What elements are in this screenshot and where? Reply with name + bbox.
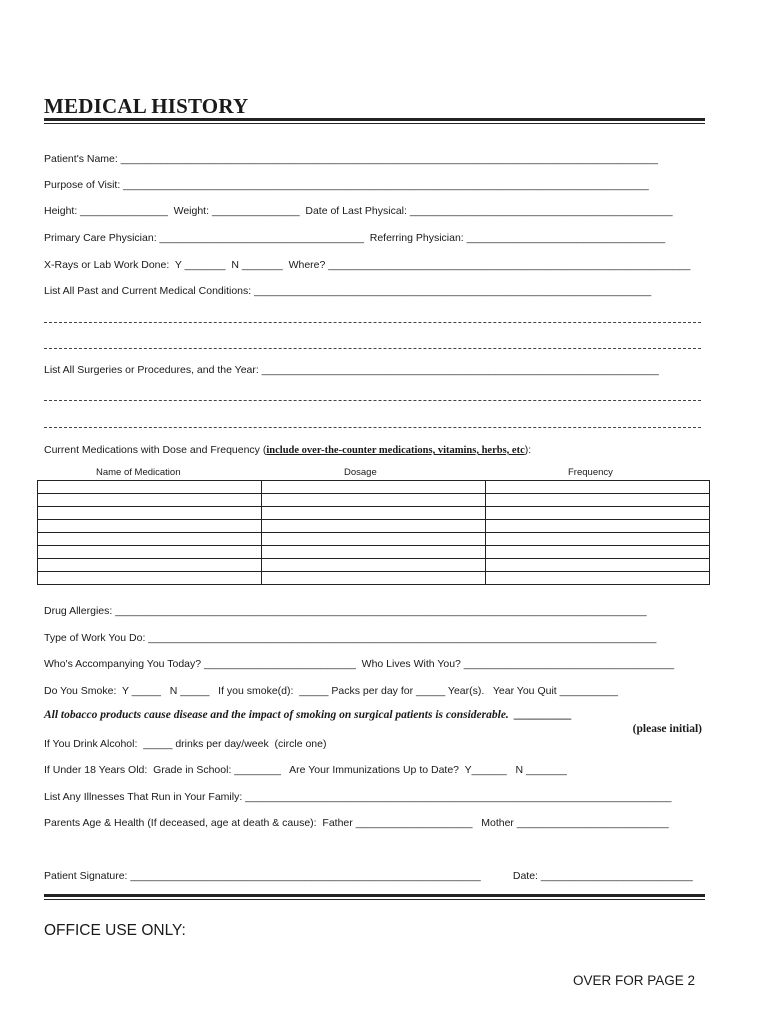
title-rule-thick (44, 118, 705, 121)
dosage-cell[interactable] (262, 533, 486, 546)
medication-name-cell[interactable] (38, 481, 262, 494)
medication-name-cell[interactable] (38, 520, 262, 533)
medication-row (38, 520, 710, 533)
frequency-cell[interactable] (486, 546, 710, 559)
surgeries-blank-line[interactable] (44, 426, 701, 428)
office-use-label: OFFICE USE ONLY: (44, 922, 186, 939)
alcohol-field[interactable]: If You Drink Alcohol: _____ drinks per day/week (circle one) (44, 738, 327, 750)
dosage-cell[interactable] (262, 507, 486, 520)
medications-table (37, 480, 710, 585)
med-header-frequency: Frequency (568, 467, 613, 478)
medication-row (38, 494, 710, 507)
medication-name-cell[interactable] (38, 546, 262, 559)
smoking-field[interactable]: Do You Smoke: Y _____ N _____ If you smoke(d): _____ Packs per day for _____ Year(s). Year You Quit __________ (44, 685, 619, 697)
medication-name-cell[interactable] (38, 494, 262, 507)
frequency-cell[interactable] (486, 481, 710, 494)
medication-row (38, 507, 710, 520)
medication-name-cell[interactable] (38, 572, 262, 585)
conditions-blank-line[interactable] (44, 321, 701, 323)
title-rule-thin (44, 123, 705, 124)
surgeries-blank-line[interactable] (44, 399, 701, 401)
frequency-cell[interactable] (486, 507, 710, 520)
under-18-field[interactable]: If Under 18 Years Old: Grade in School: ________ Are Your Immunizations Up to Date? Y______ N _______ (44, 764, 567, 776)
accompanying-field[interactable]: Who's Accompanying You Today? __________________________ Who Lives With You? ____________________________________ (44, 658, 675, 670)
xrays-field[interactable]: X-Rays or Lab Work Done: Y _______ N _______ Where? ______________________________________________________________ (44, 259, 691, 271)
medical-conditions-field[interactable]: List All Past and Current Medical Conditions: ____________________________________________________________________ (44, 285, 652, 297)
medications-label-suffix: ): (524, 444, 532, 456)
signature-rule-thick (44, 894, 705, 897)
frequency-cell[interactable] (486, 520, 710, 533)
medication-name-cell[interactable] (38, 533, 262, 546)
please-initial-label: (please initial) (632, 723, 702, 735)
dosage-cell[interactable] (262, 546, 486, 559)
med-header-name: Name of Medication (96, 467, 181, 478)
medication-row (38, 559, 710, 572)
medications-label (44, 443, 704, 458)
medication-row (38, 546, 710, 559)
medication-row (38, 533, 710, 546)
family-illness-field[interactable]: List Any Illnesses That Run in Your Family: _________________________________________________________________________ (44, 791, 672, 803)
medication-name-cell[interactable] (38, 559, 262, 572)
page-title: MEDICAL HISTORY (44, 94, 249, 118)
medication-row (38, 481, 710, 494)
signature-rule-thin (44, 899, 705, 900)
surgeries-field[interactable]: List All Surgeries or Procedures, and the Year: ____________________________________________________________________ (44, 364, 659, 376)
frequency-cell[interactable] (486, 494, 710, 507)
medications-label-emphasis: include over-the-counter medications, vitamins, herbs, etc (266, 445, 525, 456)
dosage-cell[interactable] (262, 559, 486, 572)
frequency-cell[interactable] (486, 559, 710, 572)
drug-allergies-field[interactable]: Drug Allergies: ___________________________________________________________________________________________ (44, 605, 647, 617)
frequency-cell[interactable] (486, 572, 710, 585)
med-header-dosage: Dosage (344, 467, 377, 478)
purpose-of-visit-field[interactable]: Purpose of Visit: __________________________________________________________________________________________ (44, 179, 649, 191)
conditions-blank-line[interactable] (44, 347, 701, 349)
type-of-work-field[interactable]: Type of Work You Do: _______________________________________________________________________________________ (44, 632, 657, 644)
dosage-cell[interactable] (262, 494, 486, 507)
physicians-field[interactable]: Primary Care Physician: ___________________________________ Referring Physician: __________________________________ (44, 232, 666, 244)
parents-health-field[interactable]: Parents Age & Health (If deceased, age at death & cause): Father ____________________ Mother __________________________ (44, 817, 669, 829)
medication-name-cell[interactable] (38, 507, 262, 520)
dosage-cell[interactable] (262, 481, 486, 494)
medication-row (38, 572, 710, 585)
tobacco-warning[interactable]: All tobacco products cause disease and the impact of smoking on surgical patients is considerable. __________ (44, 709, 573, 721)
medications-label-prefix: Current Medications with Dose and Frequency ( (44, 444, 267, 456)
height-weight-field[interactable]: Height: _______________ Weight: _______________ Date of Last Physical: _____________________________________________ (44, 205, 673, 217)
frequency-cell[interactable] (486, 533, 710, 546)
dosage-cell[interactable] (262, 520, 486, 533)
patient-name-field[interactable]: Patient's Name: ____________________________________________________________________________________________ (44, 153, 658, 165)
signature-field[interactable]: Patient Signature: ____________________________________________________________ Date: __________________________ (44, 870, 693, 882)
over-page-label: OVER FOR PAGE 2 (572, 973, 695, 988)
dosage-cell[interactable] (262, 572, 486, 585)
